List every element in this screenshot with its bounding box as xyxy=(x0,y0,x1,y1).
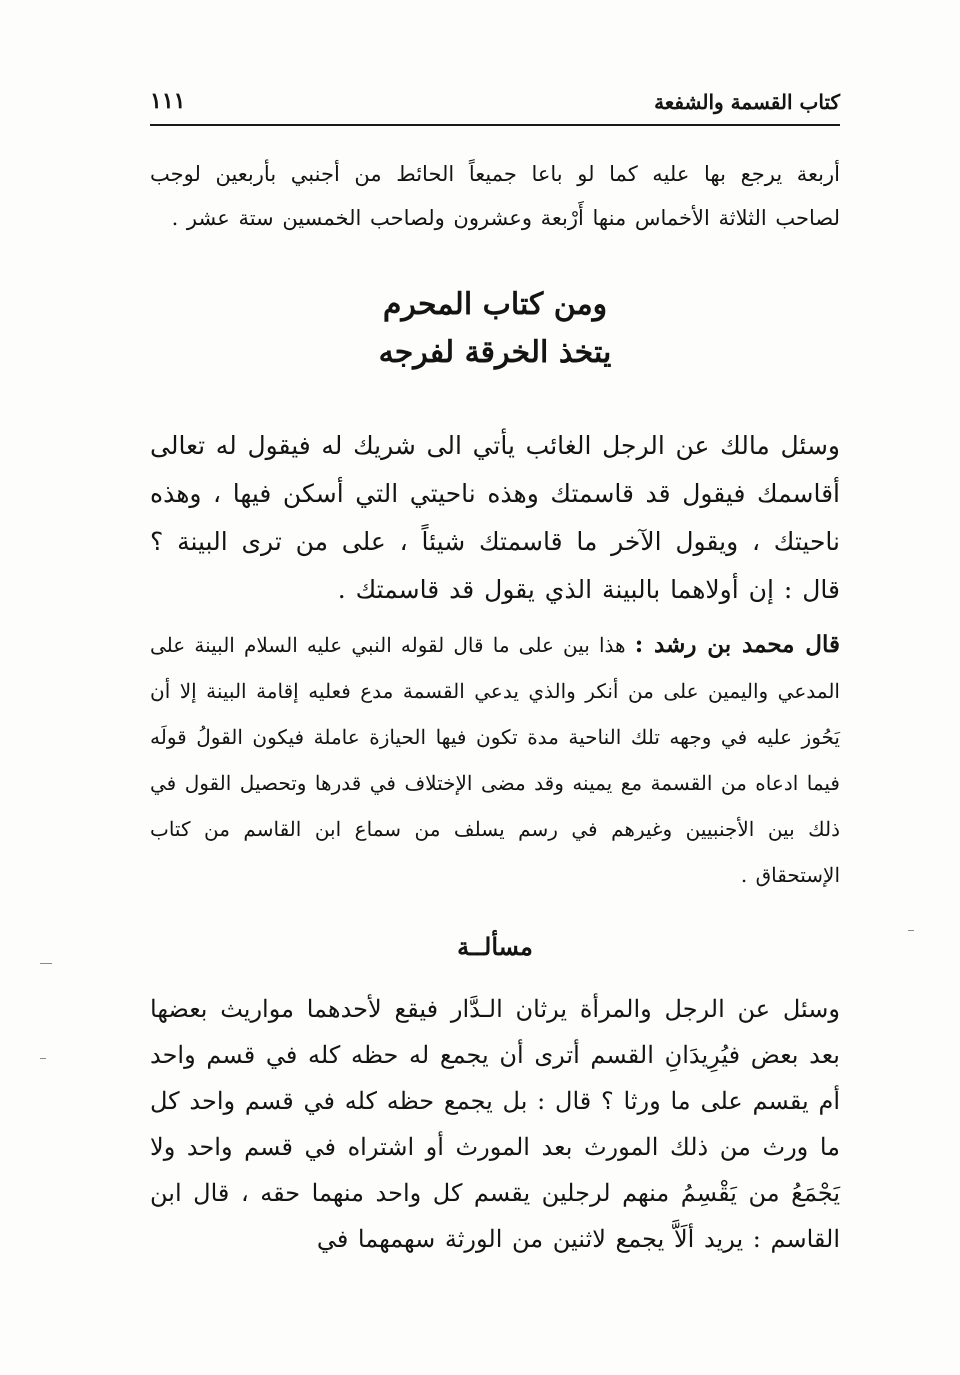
commentary-speaker: قال محمد بن رشد : xyxy=(634,631,841,658)
scan-speck xyxy=(908,930,914,931)
continuation-paragraph: أربعة يرجع بها عليه كما لو باعا جميعاً الحائط من أجنبي بأربعين لوجب لصاحب الثلاثة الأخماس منها أَرْبعة وعشرون ولصاحب الخمسين ستة عشر . xyxy=(150,162,840,230)
question-paragraph: وسئل مالك عن الرجل الغائب يأتي الى شريك له فيقول له تعالى أقاسمك فيقول قد قاسمتك وهذه ناحيتي التي أسكن فيها ، وهذه ناحيتك ، ويقول الآخر ما قاسمتك شيئاً ، على من ترى البينة ؟ قال : إن أولاهما بالبينة الذي يقول قد قاسمتك . xyxy=(150,431,840,604)
scan-speck xyxy=(40,963,52,964)
running-title: كتاب القسمة والشفعة xyxy=(654,90,840,114)
section-subtitle: يتخذ الخرقة لفرجه xyxy=(378,335,612,370)
page-number: ١١١ xyxy=(150,88,186,114)
masala-heading: مسألــة xyxy=(457,932,533,961)
page-header xyxy=(150,86,840,126)
commentary-paragraph xyxy=(150,622,840,898)
scan-speck xyxy=(40,1058,46,1059)
section-title: ومن كتاب المحرم xyxy=(382,287,608,322)
commentary-body: هذا بين على ما قال لقوله النبي عليه السلام البينة على المدعي واليمين على من أنكر والذي يدعي القسمة مدع فعليه إقامة البينة إلا أن يَحُوز عليه في وجهه تلك الناحية مدة تكون فيها الحيازة عاملة فيكون القولُ قولَه فيما ادعاه من القسمة مع يمينه وقد مضى الإختلاف في قدرها وتحصيل القول في ذلك بين الأجنبيين وغيرهم في رسم يسلف من سماع ابن القاسم من كتاب الإستحقاق . xyxy=(150,633,840,887)
question-paragraph-2: وسئل عن الرجل والمرأة يرثان الـدَّار فيقع لأحدهما مواريث بعضها بعد بعض فيُرِيدَانِ القسم أترى أن يجمع له حظه كله في قسم واحد أم يقسم على ما ورثا ؟ قال : بل يجمع حظه كله في قسم واحد كل ما ورث من ذلك المورث بعد المورث أو اشتراه في قسم واحد ولا يَجْمَعُ من يَقْسِمُ منهم لرجلين يقسم كل واحد منهما حقه ، قال ابن القاسم : يريد ألَاَّ يجمع لاثنين من الورثة سهمهما في xyxy=(150,995,841,1253)
header-rule xyxy=(150,124,840,126)
